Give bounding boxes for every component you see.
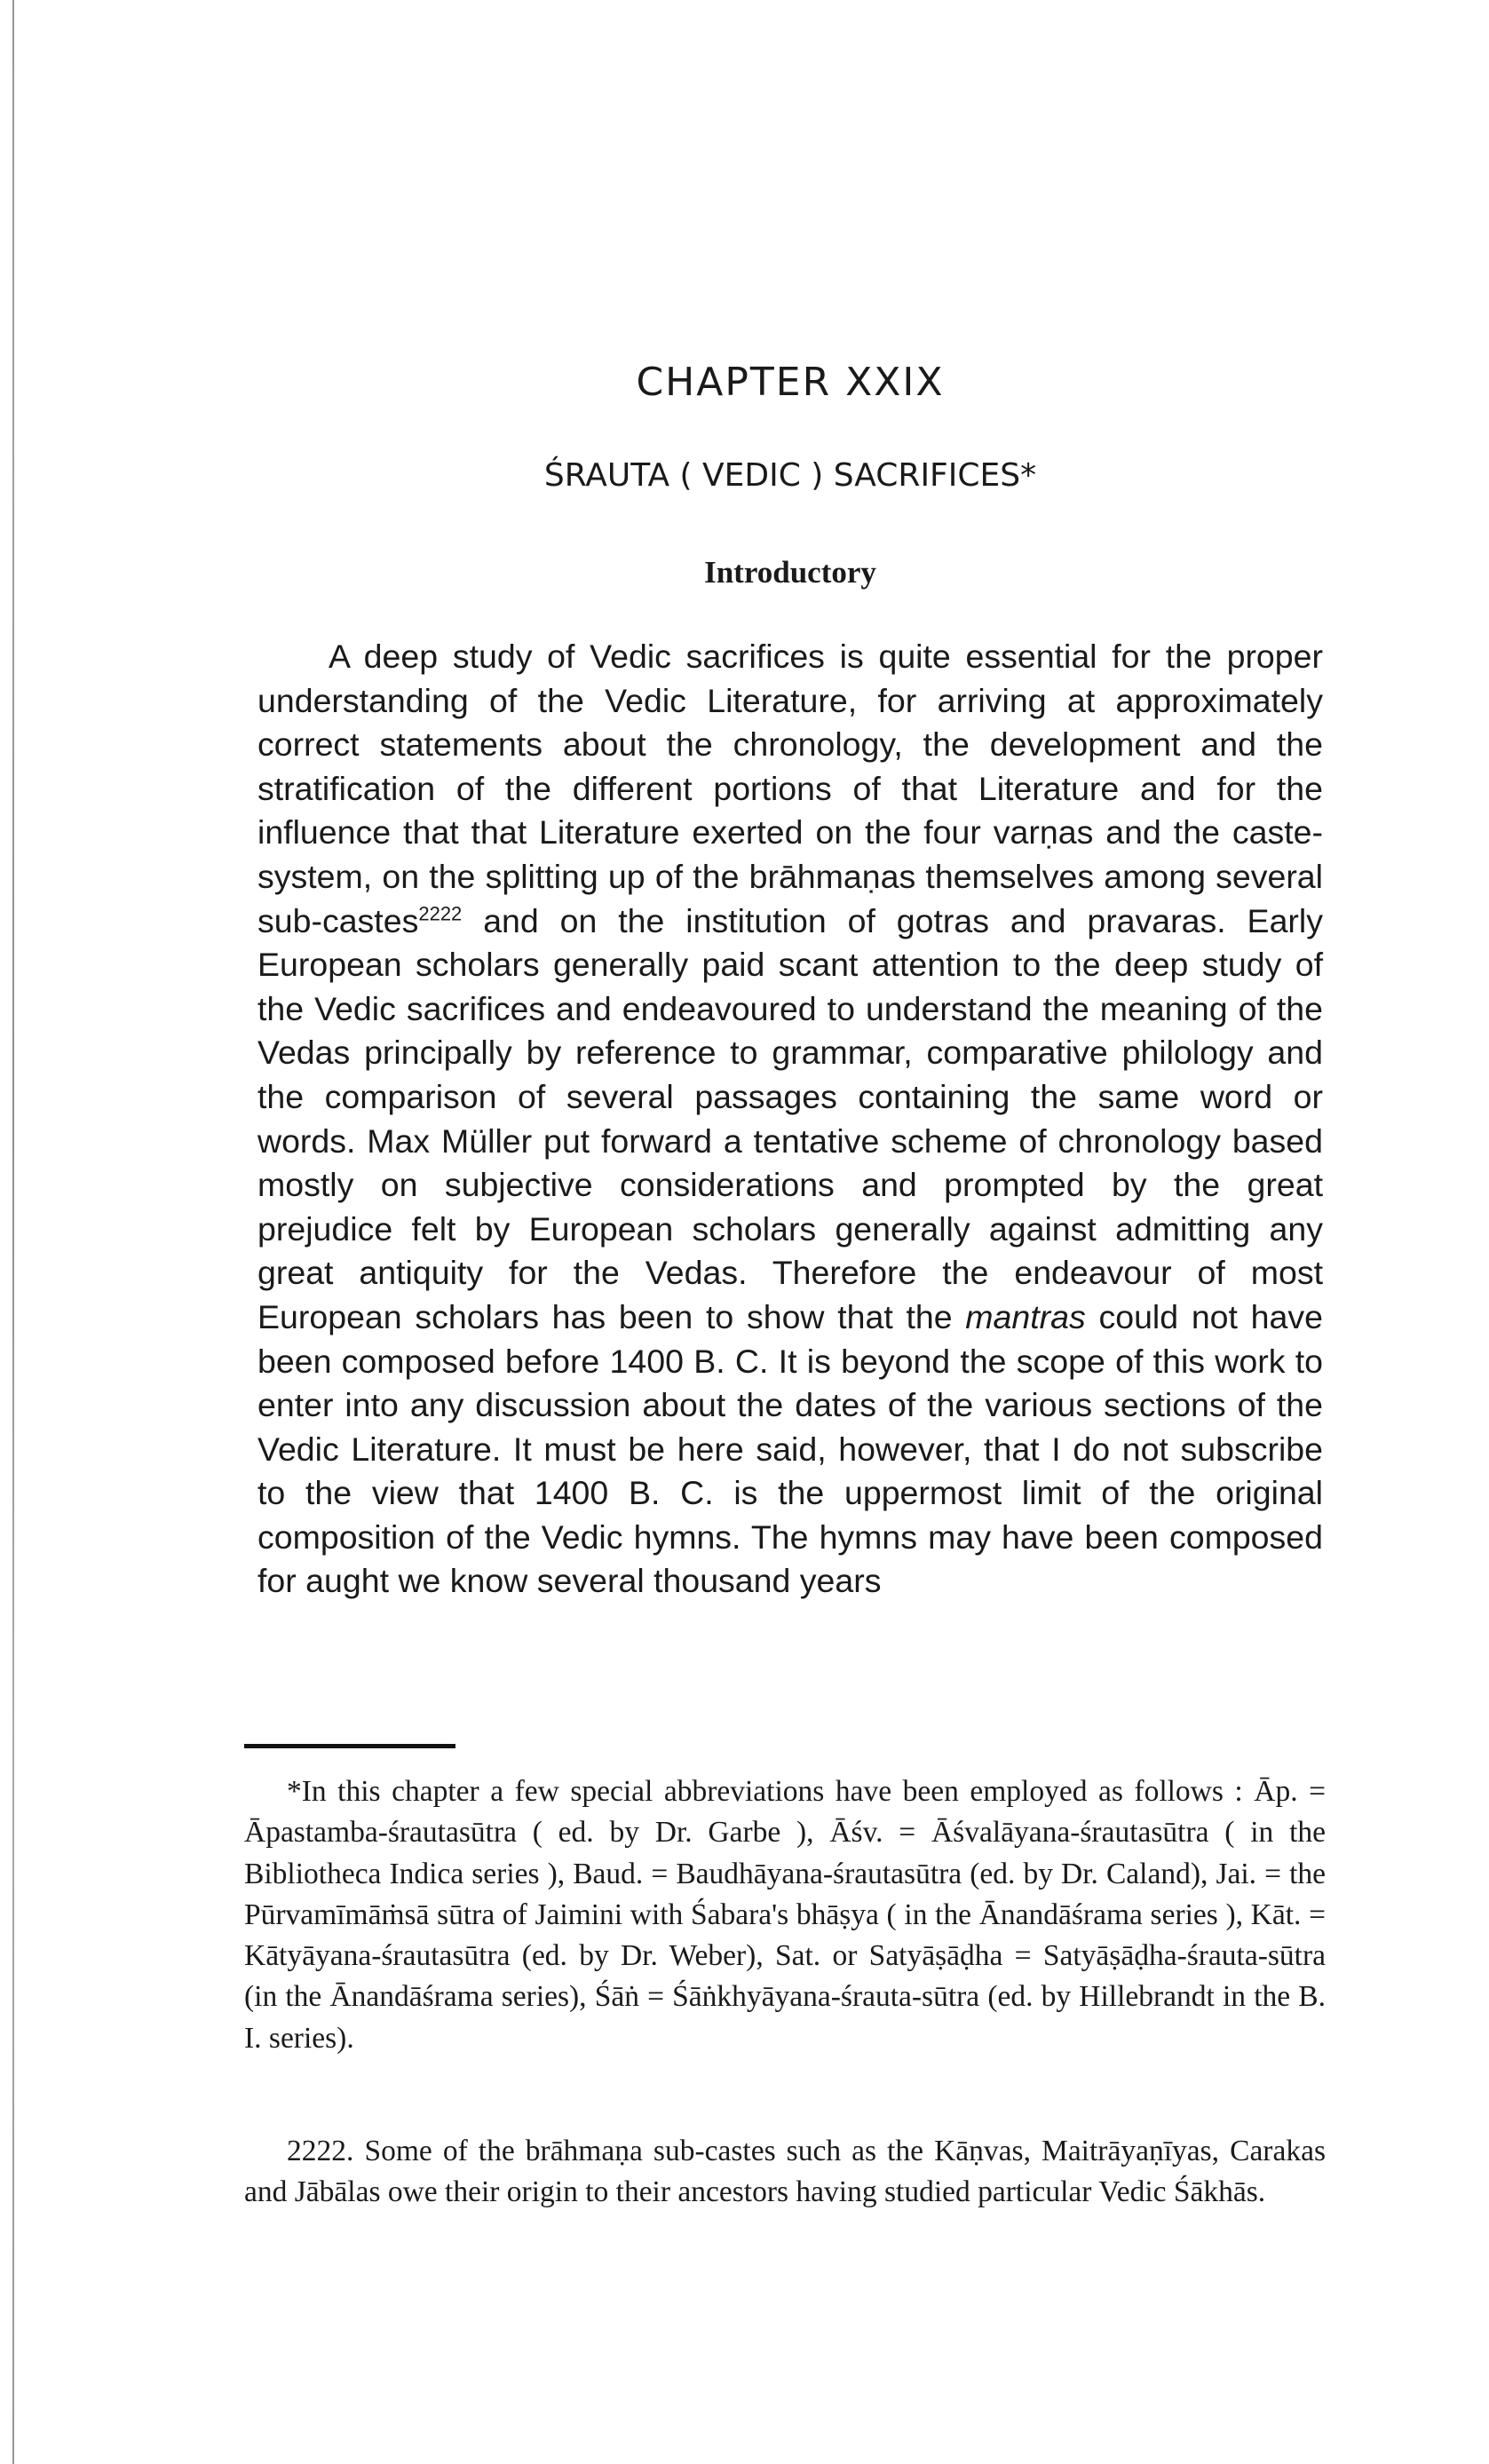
scan-edge-line (12, 0, 14, 2464)
footnote-reference[interactable]: 2222 (418, 902, 463, 925)
body-text-part-1: A deep study of Vedic sacrifices is quite essential for the proper understanding of the Vedic Literature, for arriving at approximately correct statements about the chronology, the development and the stratification of the different portions of that Literature and for the influence that that Literature exerted on the four varṇas and the caste-system, on the splitting up of the brāhmaṇas themselves among several sub-castes (257, 638, 1323, 939)
body-text-part-2: and on the institution of gotras and pravaras. Early European scholars generally paid scant attention to the deep study of the Vedic sacrifices and endeavoured to understand the meaning of the Vedas principally by reference to grammar, comparative philology and the comparison of several passages containing the same word or words. Max Müller put forward a tentative scheme of chronology based mostly on subjective considerations and prompted by the great prejudice felt by European scholars generally against admitting any great antiquity for the Vedas. Therefore the endeavour of most European scholars has been to show that the (257, 901, 1323, 1335)
footnote-divider (244, 1744, 455, 1748)
chapter-subtitle: ŚRAUTA ( VEDIC ) SACRIFICES* (543, 457, 1037, 494)
chapter-title: CHAPTER XXIX (636, 360, 945, 405)
section-heading: Introductory (704, 555, 876, 590)
footnote-2222: 2222. Some of the brāhmaṇa sub-castes such as the Kāṇvas, Maitrāyaṇīyas, Carakas and Jābālas owe their origin to their ancestors having studied particular Vedic Śākhās. (244, 2135, 1326, 2209)
body-text-part-3: could not have been composed before 1400 B. C. It is beyond the scope of this work to enter into any discussion about the dates of the various sections of the Vedic Literature. It must be here said, however, that I do not subscribe to the view that 1400 B. C. is the uppermost limit of the original composition of the Vedic hymns. The hymns may have been composed for aught we know several thousand years (257, 1297, 1323, 1600)
italic-term: mantras (965, 1297, 1086, 1335)
body-paragraph (257, 635, 1323, 1604)
footnote-abbreviations: *In this chapter a few special abbreviations have been employed as follows : Āp. = Āpastamba-śrautasūtra ( ed. by Dr. Garbe ), Āśv. = Āśvalāyana-śrautasūtra ( in the Bibliotheca Indica series ), Baud. = Baudhāyana-śrautasūtra (ed. by Dr. Caland), Jai. = the Pūrvamīmāṁsā sūtra of Jaimini with Śabara's bhāṣya ( in the Ānandāśrama series ), Kāt. = Kātyāyana-śrautasūtra (ed. by Dr. Weber), Sat. or Satyāṣāḍha = Satyāṣāḍha-śrauta-sūtra (in the Ānandāśrama series), Śāṅ = Śāṅkhyāyana-śrauta-sūtra (ed. by Hillebrandt in the B. I. series). (244, 1775, 1326, 2055)
